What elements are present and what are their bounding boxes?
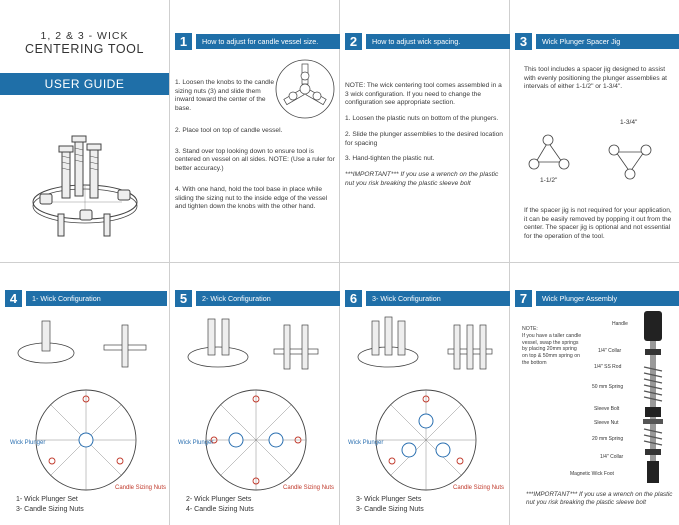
config-illustration [8, 315, 163, 495]
cover-title-line2: CENTERING TOOL [24, 42, 145, 56]
tool-illustration [28, 110, 143, 250]
step3-panel [510, 0, 679, 262]
step7-note: NOTE: If you have a taller candle vessel, swap the springs by placing 20mm spring on top & 50mm spring on the bottom [522, 326, 582, 366]
step3-heading: Wick Plunger Spacer Jig [536, 34, 679, 49]
step1-para4: 4. With one hand, hold the tool base in place while sliding the sizing nut to the inside edge of the vessel and tighten down the knobs with the other hand. [175, 185, 328, 211]
step4-panel [0, 263, 169, 525]
step7-panel [510, 263, 679, 525]
user-guide-label: USER GUIDE [44, 77, 125, 91]
candle-sizing-nuts-label: Candle Sizing Nuts [115, 485, 167, 491]
step4-caption2: 3- Candle Sizing Nuts [16, 506, 84, 513]
wick-plunger-label: Wick Plunger [348, 440, 384, 446]
step2-para2: 1. Loosen the plastic nuts on bottom of the plungers. [345, 115, 499, 123]
candle-sizing-nuts-label: Candle Sizing Nuts [453, 485, 505, 491]
config-illustration [348, 315, 503, 495]
step6-caption1: 3- Wick Plunger Sets [356, 496, 422, 503]
tool-top-view-illustration [274, 58, 336, 120]
step1-para2: 2. Place tool on top of candle vessel. [175, 127, 283, 134]
part-label: 1/4" Collar [600, 454, 624, 460]
part-label: 50 mm Spring [592, 384, 624, 390]
step5-caption2: 4- Candle Sizing Nuts [186, 506, 254, 513]
step2-para1: NOTE: The wick centering tool comes assembled in a 3 wick configuration. If you need to change the configuration see appropriate section. [345, 82, 502, 107]
step1-para3: 3. Stand over top looking down to ensure tool is centered on vessel on all sides. NOTE: (Use a ruler for better accuracy.) [175, 147, 335, 173]
config-illustration [178, 315, 333, 495]
step1-para1: 1. Loosen the knobs to the candle sizing nuts (3) and slide them inward toward the center of the base. [175, 79, 274, 113]
part-label: 1/4" Collar [598, 348, 622, 354]
cover-panel [0, 0, 169, 262]
step2-panel [340, 0, 509, 262]
spacer-label-large: 1-3/4" [620, 119, 638, 126]
part-label: Magnetic Wick Foot [570, 471, 614, 477]
step4-number: 4 [5, 290, 22, 307]
step7-heading: Wick Plunger Assembly [536, 291, 679, 306]
step1-panel [170, 0, 339, 262]
plunger-assembly-illustration [638, 311, 668, 487]
step2-para4: 3. Hand-tighten the plastic nut. [345, 155, 435, 163]
part-label: Sleeve Nut [594, 420, 619, 426]
step6-number: 6 [345, 290, 362, 307]
step6-caption2: 3- Candle Sizing Nuts [356, 506, 424, 513]
step2-important: ***IMPORTANT*** If you use a wrench on the plastic nut you risk breaking the plastic sleeve bolt [345, 170, 499, 187]
part-label: 20 mm Spring [592, 436, 624, 442]
spacer-label-small: 1-1/2" [540, 177, 558, 184]
step5-caption1: 2- Wick Plunger Sets [186, 496, 252, 503]
step3-para1: This tool includes a spacer jig designed to assist with evenly positioning the plunger assemblies at intervals of either 1-1/2" or 1-3/4". [524, 66, 667, 91]
user-guide-banner [0, 73, 169, 95]
candle-sizing-nuts-label: Candle Sizing Nuts [283, 485, 335, 491]
step6-panel [340, 263, 509, 525]
step2-para3: 2. Slide the plunger assemblies to the desired location for spacing [345, 130, 503, 147]
cover-title-line1: 1, 2 & 3 - WICK [40, 30, 129, 42]
step1-heading: How to adjust for candle vessel size. [196, 34, 350, 49]
step2-heading: How to adjust wick spacing. [366, 34, 514, 49]
part-label: Sleeve Bolt [594, 406, 620, 412]
step1-number: 1 [175, 33, 192, 50]
step7-number: 7 [515, 290, 532, 307]
step4-heading: 1- Wick Configuration [26, 291, 167, 306]
wick-plunger-label: Wick Plunger [178, 440, 214, 446]
step3-para2: If the spacer jig is not required for your application, it can be easily removed by popping it out from the center. The spacer jig is optional and not essential for the operation of the tool. [524, 207, 672, 241]
step3-number: 3 [515, 33, 532, 50]
step4-caption1: 1- Wick Plunger Set [16, 496, 78, 503]
part-label: Handle [612, 321, 628, 327]
step5-heading: 2- Wick Configuration [196, 291, 343, 306]
wick-plunger-label: Wick Plunger [10, 440, 46, 446]
step5-number: 5 [175, 290, 192, 307]
step7-important: ***IMPORTANT*** If you use a wrench on the plastic nut you risk breaking the plastic sleeve bolt [526, 491, 673, 507]
step5-panel [170, 263, 339, 525]
step6-heading: 3- Wick Configuration [366, 291, 513, 306]
step2-number: 2 [345, 33, 362, 50]
part-label: 1/4" SS Rod [594, 364, 622, 370]
